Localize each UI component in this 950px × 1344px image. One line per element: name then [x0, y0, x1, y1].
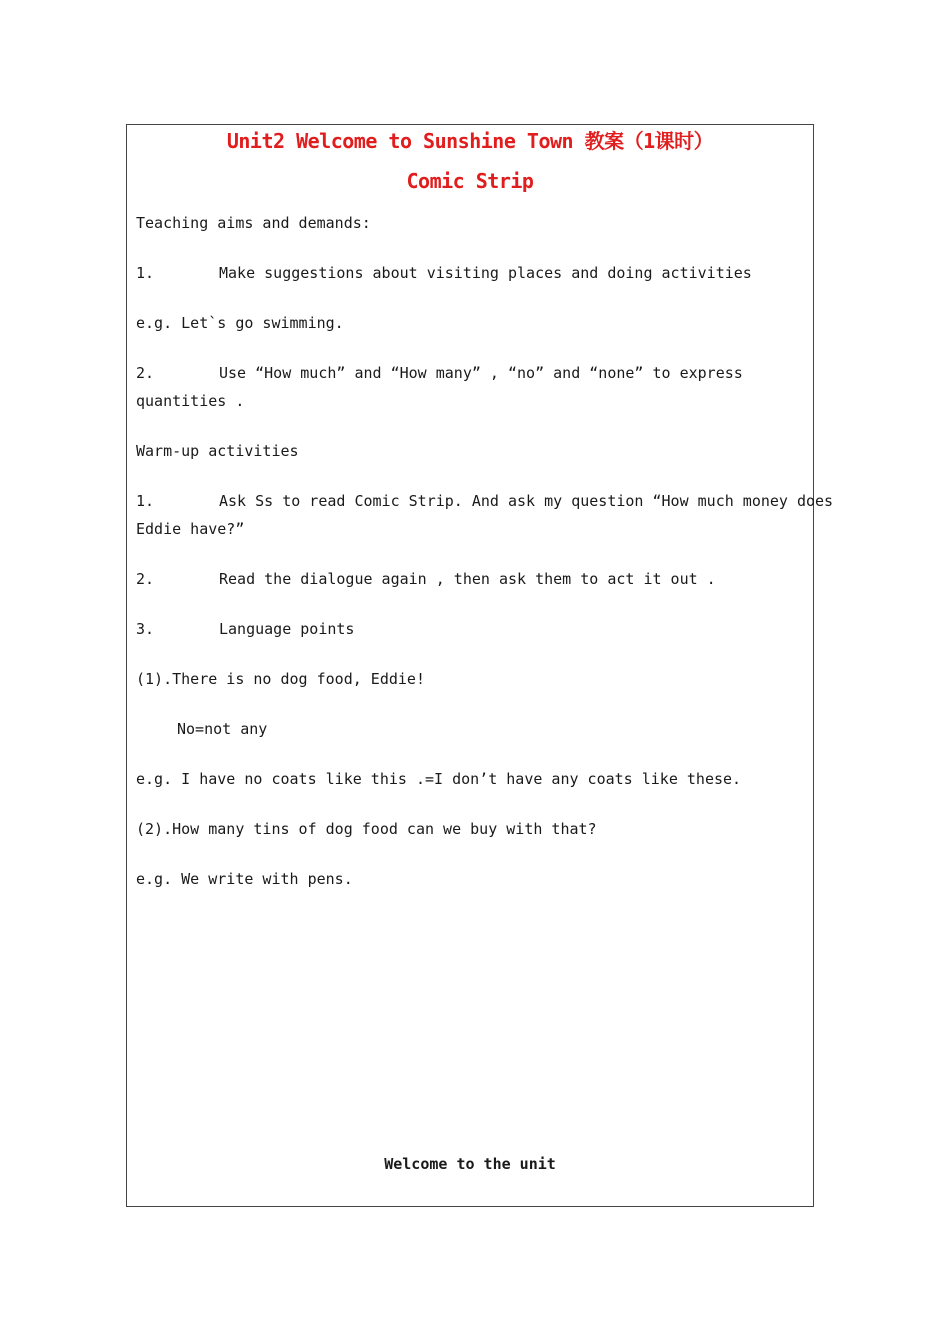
language-point: (1).There is no dog food, Eddie! — [136, 670, 425, 688]
aim-item — [136, 259, 804, 287]
language-point-note: No=not any — [177, 720, 268, 738]
aim-item — [136, 359, 804, 387]
lesson-plan-frame — [126, 124, 834, 1207]
warmup-item — [136, 565, 804, 593]
aim-number: 1. — [136, 264, 155, 282]
warmup-text-continued: Eddie have?” — [136, 520, 245, 538]
aim-text: Make suggestions about visiting places and doing activities — [219, 264, 752, 282]
aim-text-continued: quantities . — [136, 392, 245, 410]
warmup-heading: Warm-up activities — [136, 442, 299, 460]
document-subtitle: Comic Strip — [406, 169, 534, 193]
warmup-text: Read the dialogue again , then ask them to act it out . — [219, 570, 716, 588]
document-title: Unit2 Welcome to Sunshine Town 教案（1课时） — [226, 129, 714, 153]
warmup-text: Ask Ss to read Comic Strip. And ask my question “How much money does — [219, 492, 834, 510]
section-footer-title: Welcome to the unit — [384, 1155, 556, 1173]
warmup-number: 2. — [136, 570, 155, 588]
aims-example: e.g. Let`s go swimming. — [136, 314, 344, 332]
aim-text: Use “How much” and “How many” , “no” and “none” to express — [219, 364, 743, 382]
language-point-example: e.g. We write with pens. — [136, 870, 353, 888]
warmup-item — [136, 487, 834, 515]
warmup-item — [136, 615, 804, 643]
warmup-text: Language points — [219, 620, 355, 638]
warmup-number: 3. — [136, 620, 155, 638]
aims-heading: Teaching aims and demands: — [136, 214, 371, 232]
warmup-number: 1. — [136, 492, 155, 510]
language-point: (2).How many tins of dog food can we buy with that? — [136, 820, 597, 838]
aim-number: 2. — [136, 364, 155, 382]
language-point-example: e.g. I have no coats like this .=I don’t have any coats like these. — [136, 770, 742, 788]
